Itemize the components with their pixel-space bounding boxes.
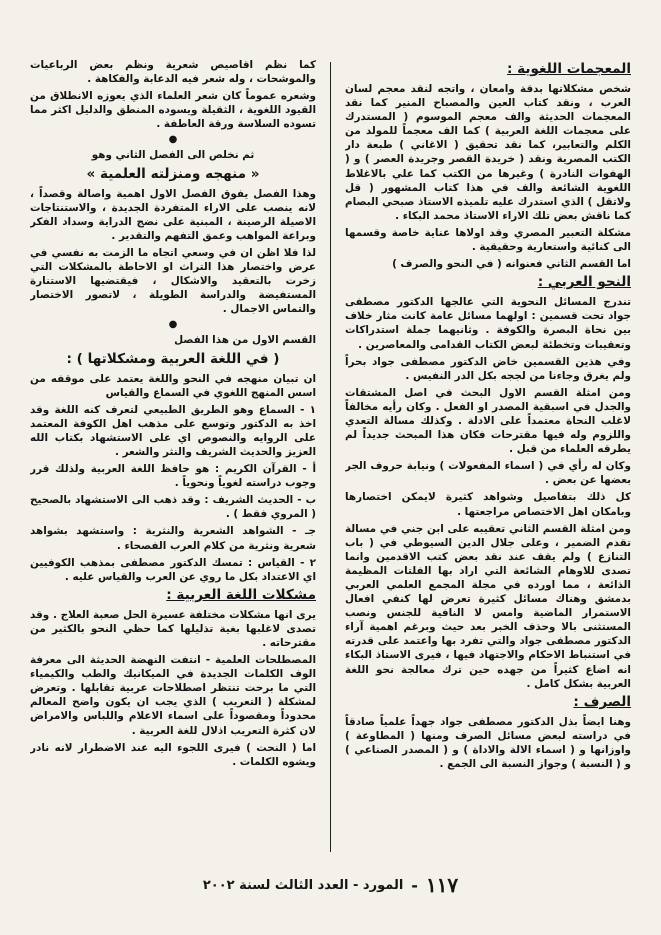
paragraph: المصطلحات العلمية - انتفت النهضة الحديثة الى معرفة الوف الكلمات الجديدة في الميكانيك والطب والكيمياء التي ما برحت تنتظر اصطلاحات عربية تقابلها . وتعرض لمشكلة ( التعريب ) الذي يجب ان يكون واضح المعالم محدوداً ومقصوداً على اسماء الاعلام واللباس والامراض لان كثرة التعريب اذلال للغة العربية . <box>30 654 317 737</box>
paragraph: لذا فلا اظن ان في وسعي اتجاه ما الزمت به نفسي في عرض واختصار هذا التراث او الاحاطة بالمشكلات التي زخرت بالتعقيد والاشكال ، فيقتضيها الاستنارة المستفيضة والدراسة الطويلة ، لاتصور الاختصار والتماس الاجمال . <box>30 246 317 316</box>
paragraph: كل ذلك بتفاصيل وشواهد كثيرة لايمكن اختصارها وبامكان اهل الاختصاص مراجعتها . <box>344 491 631 518</box>
paragraph: يرى انها مشكلات مختلفة عسيرة الحل صعبة العلاج . وقد تصدى لاغلبها بغية تذليلها كما حظي النحو بالكثير من مقترحاته . <box>30 608 317 649</box>
paragraph: وهنا ايضاً بذل الدكتور مصطفى جواد جهداً علمياً صادقاً في دراسته لبعض مسائل الصرف ومنها ( المطاوعة ) واوزانها و ( اسماء الالة والاداة ) و ( المصدر الصناعي ) و ( النسبة ) وجواز النسبة الى الجمع . <box>344 715 631 771</box>
paragraph: كما نظم اقاصيص شعرية ونظم بعض الرباعيات والموشحات ، وله شعر فيه الدعابة والفكاهة . <box>30 59 317 86</box>
paragraph: شخص مشكلاتها بدقة وامعان ، واتجه لنقد معجم لسان العرب ، ونقد كتاب العين والمصباح المنير كما نقد المعجمات الحديثة والف معجم الموسوم ( المستدرك على معجمات اللغة العربية ) كما الف معجماً للمولد من الكلم والتعابير، كما نقد تحقيق ( الاغاني ) طبعة دار الكتب المصرية ونقد ( خريدة القصر وجريدة العصر ) و ( الهفوات النادرة ) وغيرها من الكتب كما علي بالاغلاط اللغوية الشائعة والف في هذا كتاب المشهور ( قل ولاتقل ) الذي استدرك عليه تلميذه الاستاذ صبحي البصام كما ناقش بعض تلك الاراء الاستاذ محمد البكاء . <box>344 83 631 222</box>
page-number: ١١٧ <box>425 873 459 897</box>
paragraph: أ - القرآن الكريم : هو حافظ اللغة العربية ولذلك قرر وجوب دراسته لغوياً ونحوياً . <box>30 463 317 490</box>
text-columns <box>30 58 631 858</box>
paragraph: ان تبيان منهجه في النحو واللغة يعتمد على موقفه من اسس المنهج اللغوي في السماع والقياس <box>30 372 317 399</box>
paragraph: ثم نخلص الى الفصل الثاني وهو <box>91 149 255 162</box>
paragraph: القسم الاول من هذا الفصل <box>174 334 317 347</box>
paragraph: ٢ - القياس : تمسك الدكتور مصطفى بمذهب الكوفيين اي الاعتداد بكل ما روي عن العرب والقياس عليه . <box>30 556 317 583</box>
heading-language-problems: مشكلات اللغة العربية : <box>166 586 317 603</box>
paragraph: ب - الحديث الشريف : وقد ذهب الى الاستشهاد بالصحيح ( المروي فقط ) . <box>30 494 317 521</box>
heading-arabic-grammar: النحو العربي : <box>537 274 631 291</box>
footer-dash: - <box>411 875 418 895</box>
paragraph: وكان له رأي في ( اسماء المفعولات ) ونيابة حروف الجر بعضها عن بعض . <box>344 460 631 487</box>
paragraph: ومن امثلة القسم الاول البحث في اصل المشتقات والجدل في اسبقية المصدر او الفعل . وكان رأيه مخالفاً لاغلب النحاة معتمداً على الادلة . وكذلك مسالة التعدي واللزوم وله فيها مقترحات فكان هذا المبحث جديداً لم يطرقه العلماء من قبل . <box>344 386 631 456</box>
paragraph: ومن امثلة القسم الثاني تعقيبه على ابن جني في مسالة تقدم الضمير ، وعلى جلال الدين السيوطي في ( باب التنازع ) ولم يقف عند نقد بعض كتب الاقدمين وانما تصدى للاوهام الشائعة التي اراد بها الفلتات المظيمة الذائعة ، مما اورده في مجلة المجمع العلمي العربي بدمشق وهناك مسائل كثيرة تعرض لها كنفي افعال الاستمرار الماضية وامس لا النافية للجنس ونصب المستثنى بالا وحذف الخبر بعد حيث وبرغم اهمية آراء الدكتور مصطفى جواد والتي تفرد بها واعتمد على قدرته في استنباط الاحكام والاجتهاد فيها ، فيرى الاستاذ البكاء انه اضاع كثيراً من جهده حين ترك معالجة نحو اللغة العربية بشكل كامل . <box>344 522 631 690</box>
section-bullet: ● <box>168 319 178 331</box>
paragraph: وشعره عموماً كان شعر العلماء الذي يعوزه الانطلاق من القيود اللغوية ، الثقيلة ويسوده المنطق والدليل اكثر مما تسوده السلاسة ورقة العاطفة . <box>30 90 317 131</box>
paragraph: ١ - السماع وهو الطريق الطبيعي لتعرف كنه اللغة وقد اخذ به الدكتور وتوسع على مذهب اهل الكوفة المعتمد على الروايه والنصوص اي على الاستشهاد بكتاب الله العزيز والحديث الشريف والنثر والشعر . <box>30 403 317 458</box>
left-column <box>30 58 316 858</box>
heading-method: « منهجه ومنزلته العلمية » <box>86 165 260 182</box>
page-footer <box>0 873 661 897</box>
paragraph: وفي هذين القسمين خاض الدكتور مصطفى جواد بحراً ولم يغرق وجاءنا من لججه بكل الدر النفيس . <box>344 355 631 382</box>
column-divider <box>330 62 331 852</box>
paragraph: وهذا الفصل يفوق الفصل الاول اهمية واصالة وقصداً ، لانه ينصب على الاراء المتفردة الجديدة ، والاستنتاجات الاصيلة الرصينة ، المبنية على نضج الدراية وسداد الفكر وبراعة المواهب وعمق التفهم والتقدير . <box>30 187 317 242</box>
heading-arabic-language: ( في اللغة العربية ومشكلاتها ) : <box>66 350 280 367</box>
paragraph: مشكلة التعبير المصري وقد اولاها عناية خاصة وقسمها الى كنائية واستعارية وحقيقية . <box>344 226 631 254</box>
journal-issue: المورد - العدد الثالث لسنة ٢٠٠٢ <box>202 877 404 893</box>
right-column <box>345 58 631 858</box>
section-bullet: ● <box>168 134 178 146</box>
paragraph: جـ - الشواهد الشعرية والنثرية : واستشهد بشواهد شعرية ونثرية من كلام العرب الفصحاء . <box>30 525 317 552</box>
paragraph: اما القسم الثاني فعنوانه ( في النحو والصرف ) <box>392 258 631 271</box>
heading-morphology: الصرف : <box>573 693 631 710</box>
heading-lexicons: المعجمات اللغوية : <box>507 61 631 77</box>
paragraph: اما ( النحت ) فيرى اللجوء اليه عند الاضطرار لانه نادر ويشوه الكلمات . <box>30 741 317 768</box>
paragraph: تندرج المسائل النحوية التي عالجها الدكتور مصطفى جواد تحت قسمين : اولهما مسائل عامة كانت مثار خلاف بين نحاة البصرة والكوفة . وثانيهما جملة استدراكات وتعقيبات وتخطئة لبعض الكتاب القدامى والمعاصرين . <box>344 296 631 351</box>
